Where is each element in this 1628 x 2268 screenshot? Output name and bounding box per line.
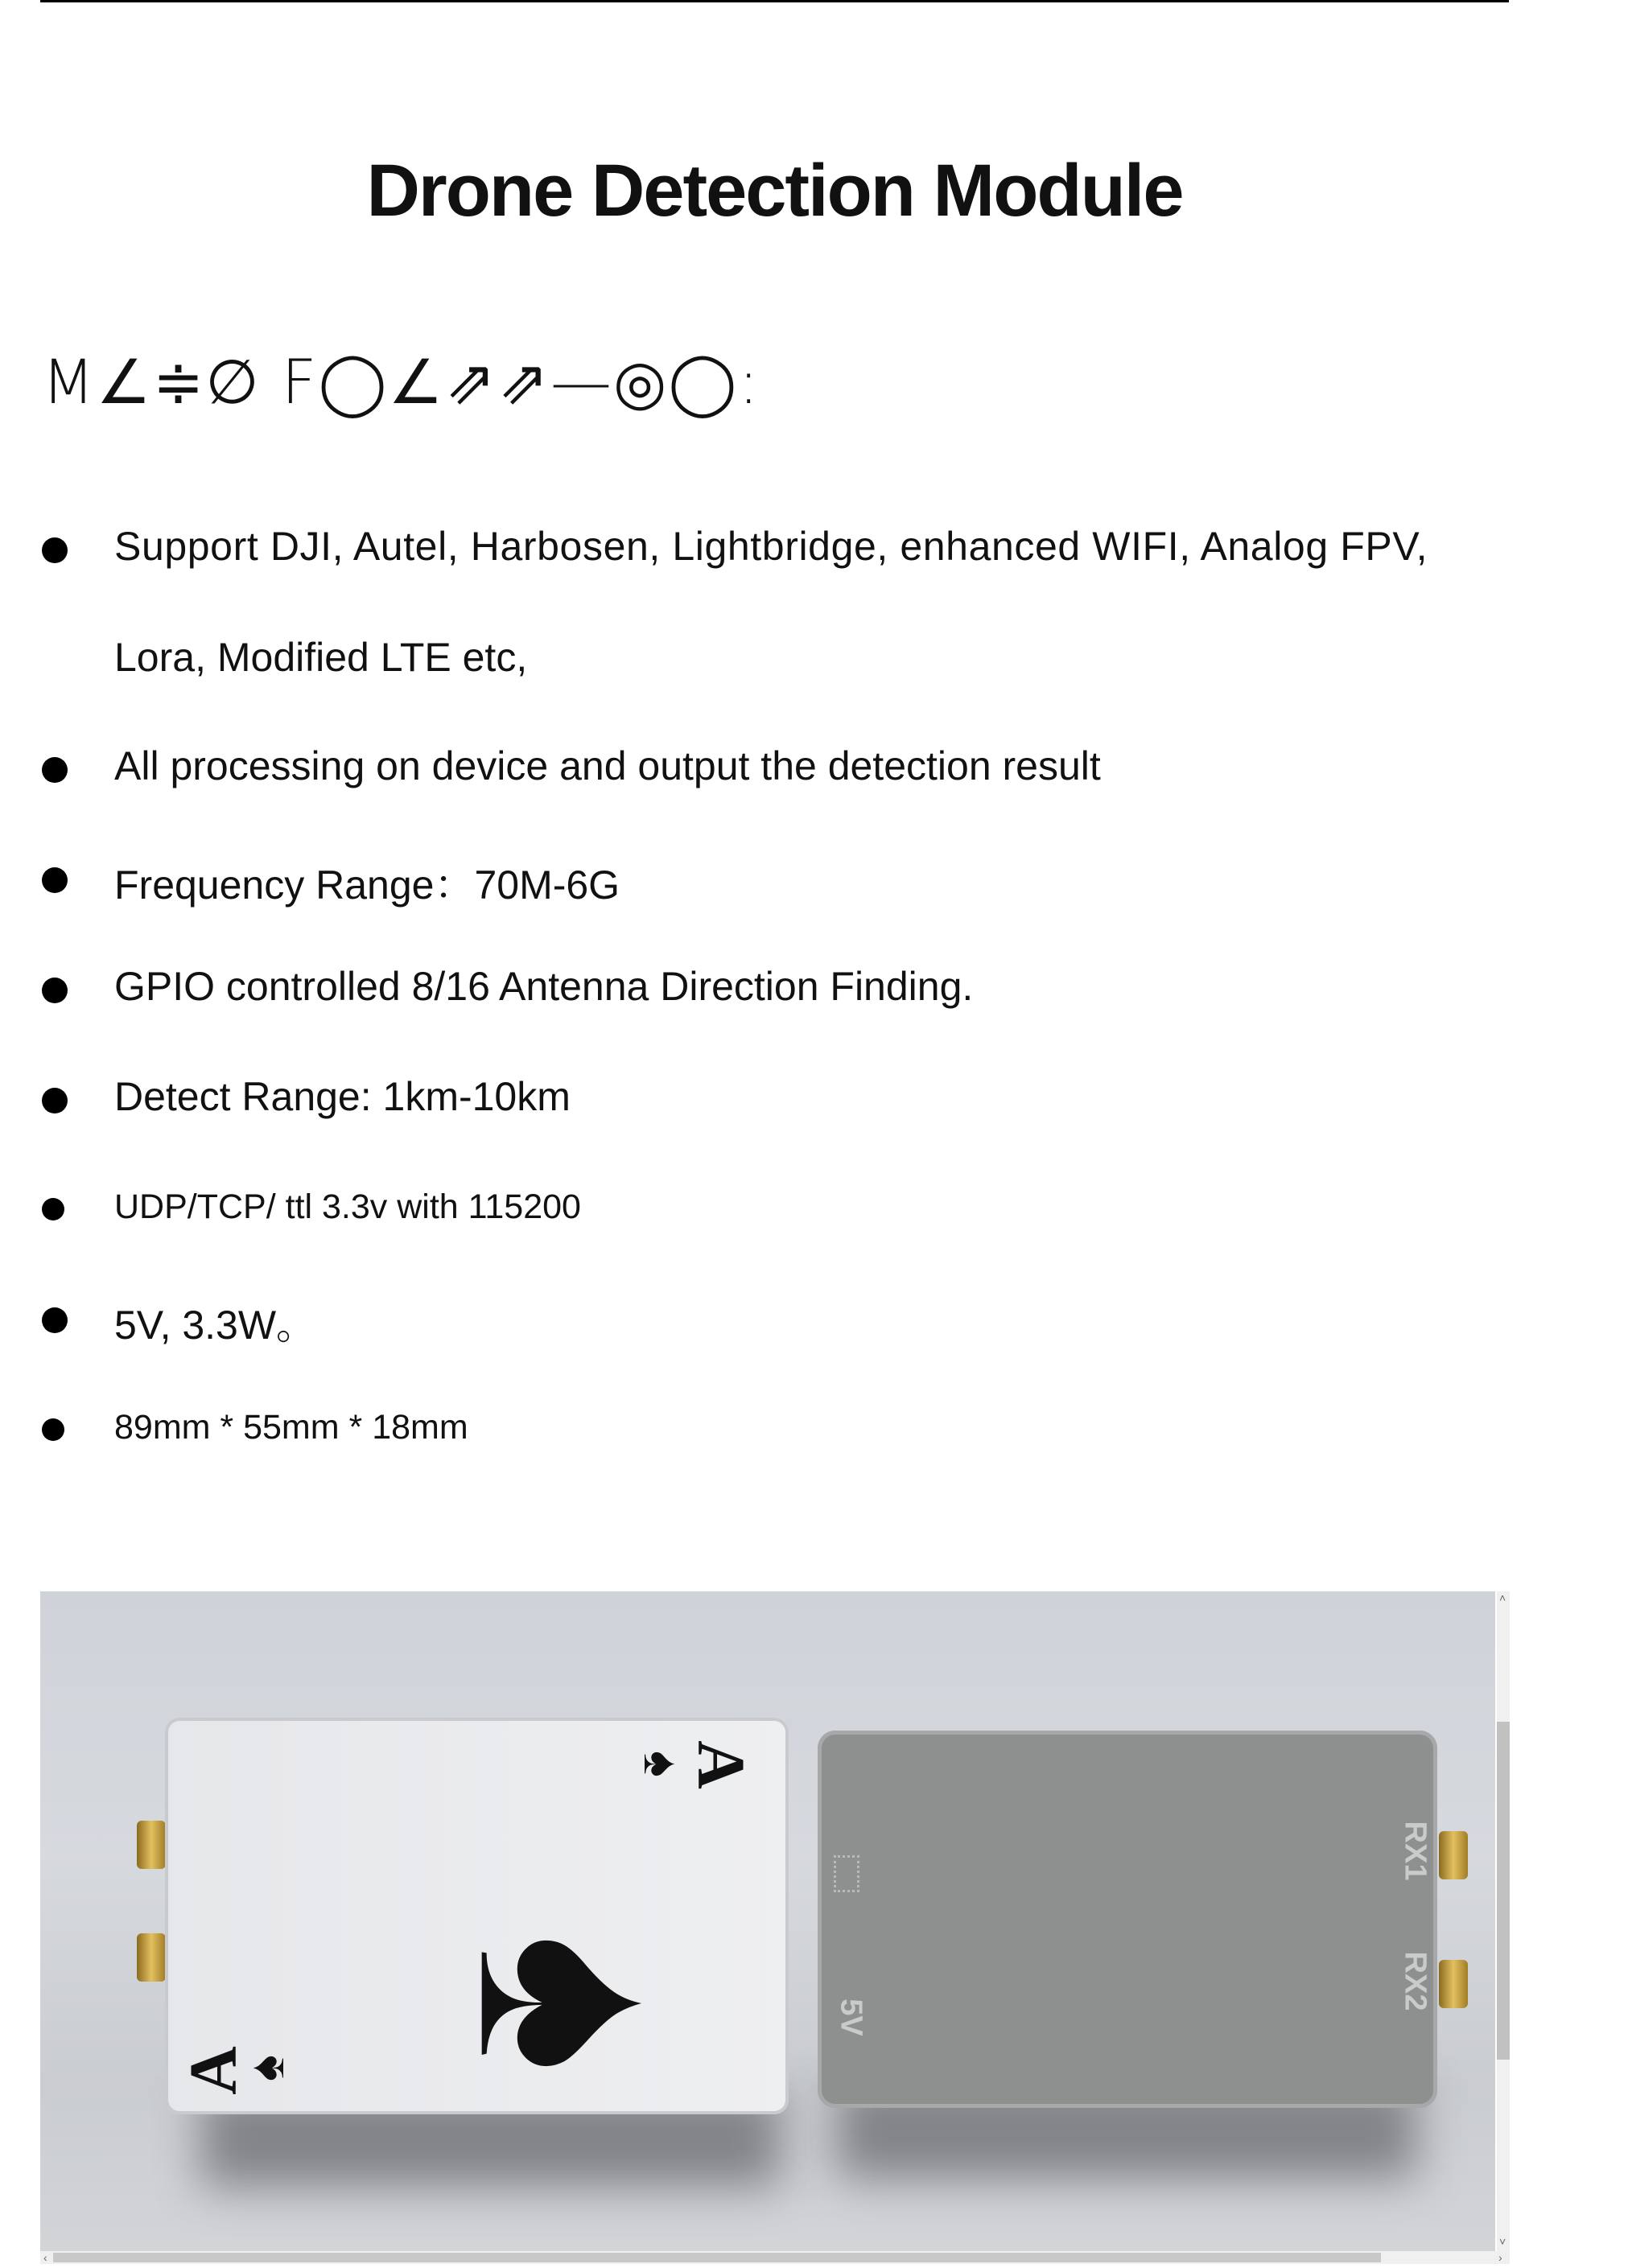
port-label-rx2: RX2 (1398, 1951, 1432, 2011)
bullet-icon (42, 867, 68, 893)
big-spade-icon: ♠ (425, 1933, 723, 2074)
feature-text: 5V, 3.3W。 (114, 1303, 317, 1348)
ethernet-icon (834, 1855, 859, 1892)
card-rank: A (682, 1740, 758, 1789)
scroll-down-arrow[interactable]: ˅ (1499, 2235, 1506, 2248)
scroll-right-arrow[interactable]: › (1498, 2251, 1502, 2264)
spade-icon: ♠ (633, 1751, 689, 1777)
bullet-icon (42, 1198, 64, 1220)
page-title: Drone Detection Module (366, 150, 1183, 232)
feature-text: GPIO controlled 8/16 Antenna Direction Finding. (114, 964, 974, 1009)
sma-connector (1439, 1831, 1468, 1879)
horizontal-scroll-thumb[interactable] (53, 2253, 1381, 2262)
bullet-icon (42, 1418, 64, 1441)
bullet-icon (42, 537, 68, 563)
bullet-icon (42, 757, 68, 783)
vertical-scroll-thumb[interactable] (1497, 1722, 1510, 2060)
feature-text: Lora, Modified LTE etc, (114, 635, 528, 680)
sma-connector (137, 1821, 166, 1869)
bullet-icon (42, 1088, 68, 1113)
feature-text: UDP/TCP/ ttl 3.3v with 115200 (114, 1188, 581, 1226)
scroll-left-arrow[interactable]: ‹ (43, 2251, 47, 2264)
bullet-icon (42, 1307, 68, 1333)
sma-connector (1439, 1960, 1468, 2008)
feature-text: Support DJI, Autel, Harbosen, Lightbridge, enhanced WIFI, Analog FPV, (114, 524, 1428, 569)
ace-of-spades-card (165, 1718, 789, 2114)
feature-text: Frequency Range：70M-6G (114, 862, 620, 908)
feature-text: Detect Range: 1km-10km (114, 1074, 571, 1119)
sma-connector (137, 1933, 166, 1982)
port-label-rx1: RX1 (1398, 1821, 1432, 1881)
feature-text: All processing on device and output the detection result (114, 743, 1101, 788)
detection-module-box (818, 1731, 1437, 2108)
port-label-5v: 5V (834, 1998, 868, 2036)
garbled-heading: M∠≑∅ F◯∠⇗⇗—◎◯: (42, 346, 760, 418)
bullet-icon (42, 978, 68, 1003)
top-rule (40, 0, 1509, 2)
product-photo (40, 1591, 1495, 2251)
spade-icon: ♠ (238, 2055, 295, 2081)
feature-text: 89mm * 55mm * 18mm (114, 1408, 468, 1447)
scroll-up-arrow[interactable]: ˄ (1499, 1591, 1506, 1604)
card-rank: A (175, 2046, 251, 2095)
